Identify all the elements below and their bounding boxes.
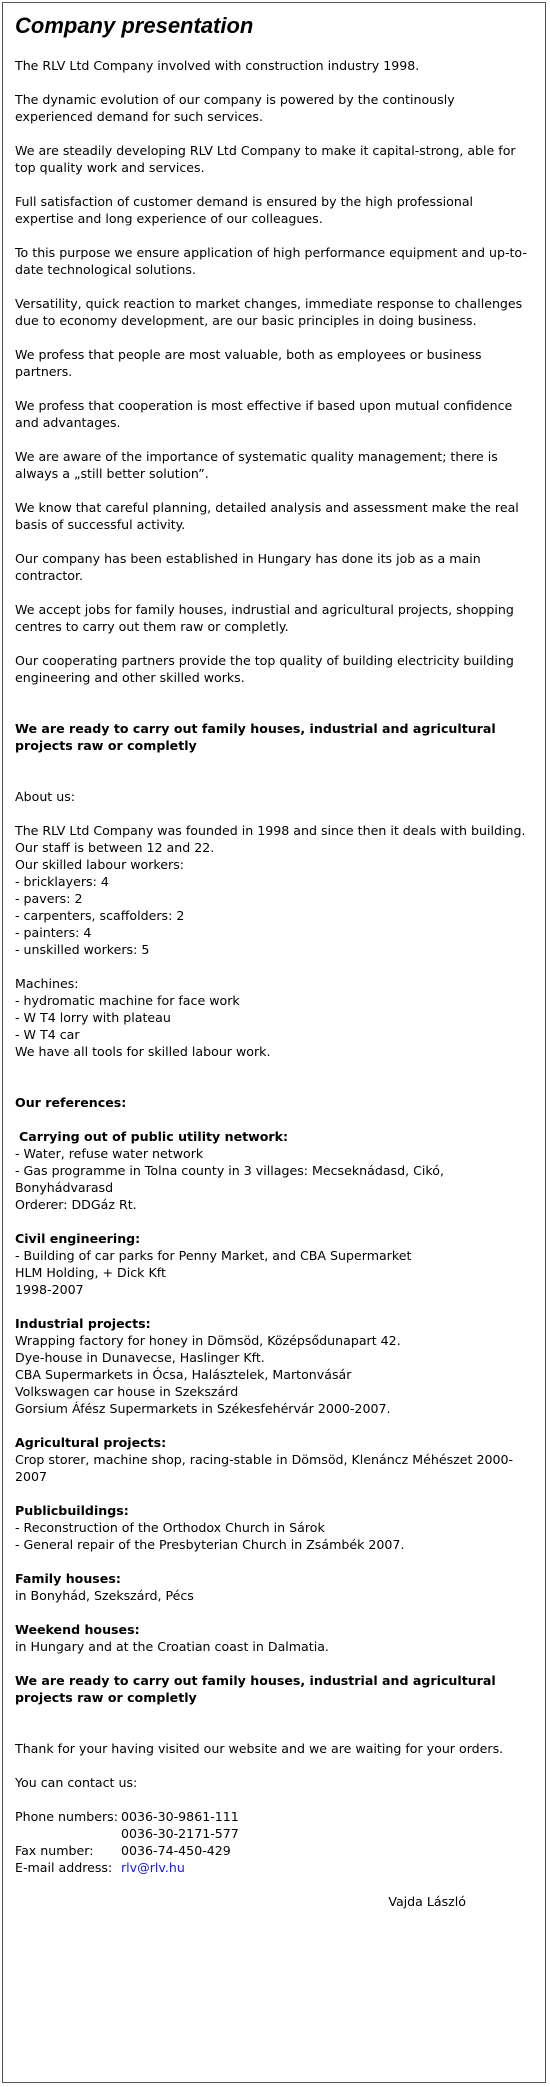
- intro-paragraph: We accept jobs for family houses, indrustial and agricultural projects, shopping centres to carry out them raw or completly.: [15, 602, 514, 634]
- reference-line: in Hungary and at the Croatian coast in Dalmatia.: [15, 1639, 329, 1654]
- reference-line: Orderer: DDGáz Rt.: [15, 1197, 137, 1212]
- machines-line: - hydromatic machine for face work: [15, 993, 240, 1008]
- reference-line: - Reconstruction of the Orthodox Church in Sárok: [15, 1520, 325, 1535]
- intro-paragraph: We profess that people are most valuable, both as employees or business partners.: [15, 347, 482, 379]
- phone-label-blank: [15, 1825, 121, 1842]
- reference-section: [15, 1502, 533, 1553]
- reference-line: Gorsium Áfész Supermarkets in Székesfehérvár 2000-2007.: [15, 1401, 391, 1416]
- about-line: Our staff is between 12 and 22.: [15, 840, 215, 855]
- content: [3, 3, 545, 1910]
- about-line: - pavers: 2: [15, 891, 83, 906]
- reference-title: Family houses:: [15, 1571, 121, 1586]
- reference-line: - Gas programme in Tolna county in 3 villages: Mecseknádasd, Cikó, Bonyhádvarasd: [15, 1163, 444, 1195]
- reference-line: Volkswagen car house in Szekszárd: [15, 1384, 239, 1399]
- spacer: [15, 771, 533, 788]
- phone-number: 0036-30-2171-577: [121, 1826, 239, 1841]
- machines-line: Machines:: [15, 976, 79, 991]
- machines-line: - W T4 car: [15, 1027, 80, 1042]
- about-line: The RLV Ltd Company was founded in 1998 and since then it deals with building.: [15, 823, 526, 838]
- intro-paragraph: Versatility, quick reaction to market changes, immediate response to challenges due to economy development, are our basic principles in doing business.: [15, 296, 523, 328]
- intro-paragraph: We are steadily developing RLV Ltd Company to make it capital-strong, able for top quality work and services.: [15, 143, 516, 175]
- machines-line: - W T4 lorry with plateau: [15, 1010, 171, 1025]
- intro-paragraph: We know that careful planning, detailed analysis and assessment make the real basis of successful activity.: [15, 500, 519, 532]
- contact-intro: You can contact us:: [15, 1775, 138, 1790]
- spacer: [15, 1077, 533, 1094]
- phone-row: [15, 1808, 533, 1825]
- reference-section: [15, 1621, 533, 1655]
- reference-section: [15, 1434, 533, 1485]
- reference-line: - Building of car parks for Penny Market, and CBA Supermarket: [15, 1248, 412, 1263]
- reference-line: 1998-2007: [15, 1282, 84, 1297]
- reference-line: - Water, refuse water network: [15, 1146, 204, 1161]
- spacer: [15, 703, 533, 720]
- email-label: E-mail address:: [15, 1860, 113, 1875]
- about-line: Our skilled labour workers:: [15, 857, 185, 872]
- reference-line: CBA Supermarkets in Ócsa, Halásztelek, Martonvásár: [15, 1367, 352, 1382]
- reference-line: - General repair of the Presbyterian Church in Zsámbék 2007.: [15, 1537, 405, 1552]
- ready-heading: We are ready to carry out family houses, industrial and agricultural projects raw or completly: [15, 721, 496, 753]
- page-frame: [2, 2, 546, 2083]
- reference-title: Carrying out of public utility network:: [19, 1129, 289, 1144]
- reference-title: Agricultural projects:: [15, 1435, 167, 1450]
- about-line: - carpenters, scaffolders: 2: [15, 908, 185, 923]
- fax-number: 0036-74-450-429: [121, 1843, 231, 1858]
- about-line: - bricklayers: 4: [15, 874, 109, 889]
- reference-title: Industrial projects:: [15, 1316, 151, 1331]
- reference-section: [15, 1128, 533, 1213]
- fax-row: [15, 1842, 533, 1859]
- reference-line: Crop storer, machine shop, racing-stable in Dömsöd, Klenáncz Méhészet 2000-2007: [15, 1452, 514, 1484]
- spacer: [15, 1723, 533, 1740]
- about-heading: About us:: [15, 789, 76, 804]
- signature: Vajda László: [388, 1894, 466, 1909]
- phone-row: [15, 1825, 533, 1842]
- about-block: [15, 822, 533, 958]
- page-title: Company presentation: [15, 13, 254, 38]
- intro-paragraph: To this purpose we ensure application of high performance equipment and up-to-date technological solutions.: [15, 245, 527, 277]
- reference-line: Wrapping factory for honey in Dömsöd, Középsődunapart 42.: [15, 1333, 401, 1348]
- reference-title: Weekend houses:: [15, 1622, 140, 1637]
- phone-number: 0036-30-9861-111: [121, 1809, 239, 1824]
- reference-title: Publicbuildings:: [15, 1503, 129, 1518]
- intro-paragraph: Our cooperating partners provide the top quality of building electricity building engineering and other skilled works.: [15, 653, 514, 685]
- reference-line: in Bonyhád, Szekszárd, Pécs: [15, 1588, 194, 1603]
- about-line: - painters: 4: [15, 925, 92, 940]
- email-link[interactable]: rlv@rlv.hu: [121, 1860, 185, 1875]
- intro-paragraph: The dynamic evolution of our company is powered by the continously experienced demand for such services.: [15, 92, 455, 124]
- intro-paragraph: Full satisfaction of customer demand is ensured by the high professional expertise and long experience of our colleagues.: [15, 194, 474, 226]
- about-line: - unskilled workers: 5: [15, 942, 150, 957]
- intro-paragraph: Our company has been established in Hungary has done its job as a main contractor.: [15, 551, 481, 583]
- intro-paragraph: The RLV Ltd Company involved with construction industry 1998.: [15, 58, 420, 73]
- machines-block: [15, 975, 533, 1060]
- fax-label: Fax number:: [15, 1843, 94, 1858]
- email-row: [15, 1859, 533, 1876]
- contact-block: [15, 1808, 533, 1876]
- references-heading: Our references:: [15, 1095, 127, 1110]
- machines-line: We have all tools for skilled labour work.: [15, 1044, 271, 1059]
- reference-section: [15, 1570, 533, 1604]
- phone-label: Phone numbers:: [15, 1809, 118, 1824]
- reference-line: HLM Holding, + Dick Kft: [15, 1265, 166, 1280]
- intro-paragraph: We are aware of the importance of systematic quality management; there is always a „still better solution”.: [15, 449, 498, 481]
- reference-line: Dye-house in Dunavecse, Haslinger Kft.: [15, 1350, 265, 1365]
- reference-title: Civil engineering:: [15, 1231, 141, 1246]
- ready-heading: We are ready to carry out family houses, industrial and agricultural projects raw or completly: [15, 1673, 496, 1705]
- reference-section: [15, 1315, 533, 1417]
- reference-section: [15, 1230, 533, 1298]
- thanks-text: Thank for your having visited our website and we are waiting for your orders.: [15, 1741, 504, 1756]
- intro-paragraph: We profess that cooperation is most effective if based upon mutual confidence and advantages.: [15, 398, 513, 430]
